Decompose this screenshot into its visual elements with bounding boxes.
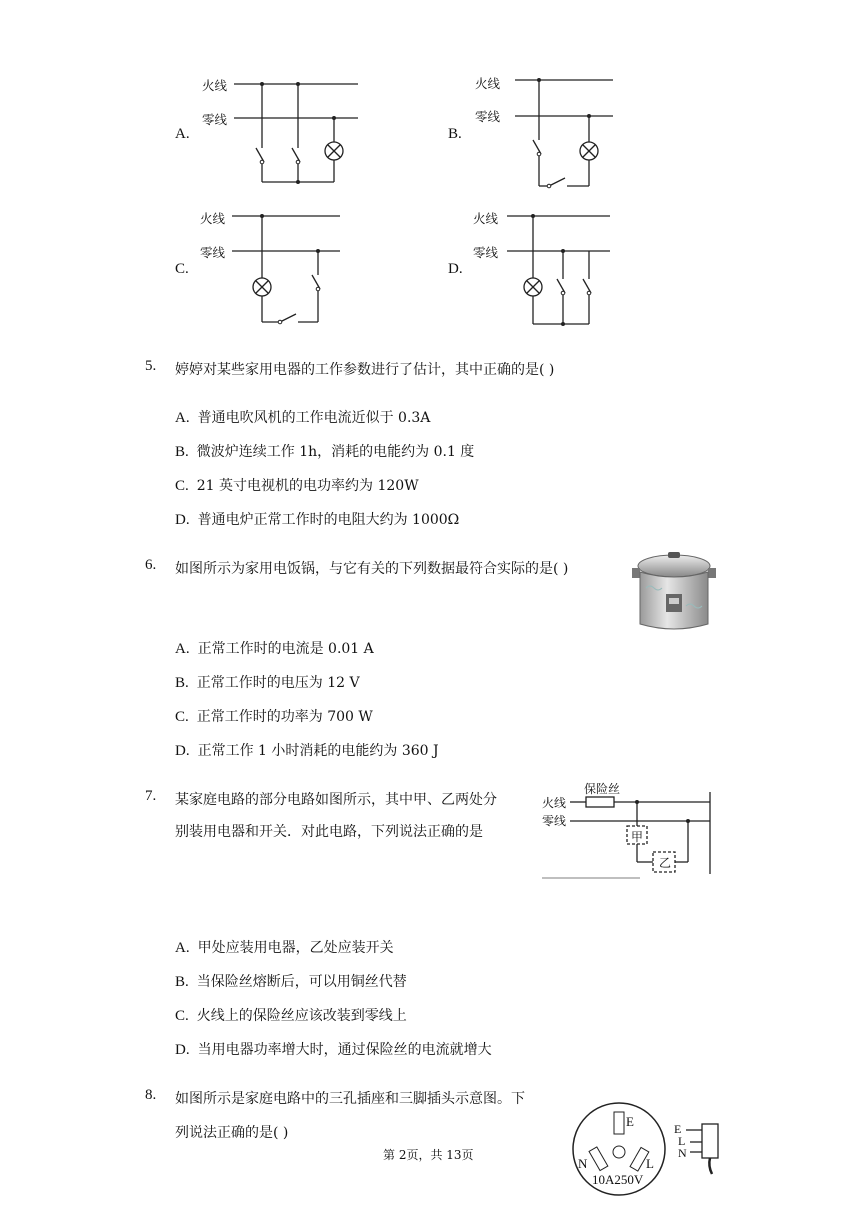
option-label: A. [175, 940, 190, 956]
option-label: D. [175, 1042, 190, 1058]
option-label: D. [175, 743, 190, 759]
circuit-diagram-d [445, 205, 645, 330]
circuit-diagram-c [170, 205, 370, 330]
question-number: 8. [145, 1087, 157, 1103]
answer-option [175, 1039, 492, 1059]
circuit-diagram-b [445, 70, 645, 190]
question-number: 7. [145, 788, 157, 804]
option-label: A. [175, 410, 190, 426]
answer-option [175, 706, 373, 726]
circuit-option-a [170, 70, 370, 190]
answer-option [175, 638, 374, 658]
question-stem-line: 某家庭电路的部分电路如图所示，其中甲、乙两处分 [175, 792, 497, 808]
option-text: 当保险丝熔断后，可以用铜丝代替 [196, 974, 407, 990]
answer-option [175, 475, 419, 495]
question-number: 5. [145, 358, 157, 374]
answer-option [175, 441, 474, 461]
option-label: B. [175, 974, 189, 990]
answer-option [175, 672, 360, 692]
plug-neutral-label: N [678, 1146, 687, 1160]
question-stem: 婷婷对某些家用电器的工作参数进行了估计，其中正确的是( ) [175, 362, 555, 378]
option-text: 正常工作时的电流是 0.01 A [197, 641, 374, 657]
question-stem-line: 列说法正确的是( ) [175, 1125, 289, 1141]
circuit-option-c [170, 205, 370, 330]
live-wire-label: 火线 [542, 796, 567, 810]
live-wire-label: 火线 [200, 211, 226, 226]
option-label: C. [175, 478, 189, 494]
three-pin-plug-drawing [672, 1118, 722, 1178]
question-number: 6. [145, 557, 157, 573]
neutral-wire-label: 零线 [202, 112, 228, 127]
option-label: C. [175, 709, 189, 725]
plug-earth-label: E [674, 1122, 682, 1136]
option-label: D. [448, 261, 463, 277]
household-circuit-figure [540, 778, 720, 883]
option-label: C. [175, 261, 189, 277]
answer-option [175, 509, 459, 529]
live-wire-label: 火线 [475, 76, 501, 91]
option-text: 火线上的保险丝应该改装到零线上 [196, 1008, 407, 1024]
yi-label: 乙 [659, 856, 672, 870]
live-wire-label: 火线 [473, 211, 499, 226]
question-stem: 如图所示为家用电饭锅，与它有关的下列数据最符合实际的是( ) [175, 561, 569, 577]
rice-cooker-image [628, 548, 720, 636]
answer-option [175, 407, 430, 427]
answer-option [175, 937, 394, 957]
option-label: B. [448, 126, 462, 142]
option-text: 普通电吹风机的工作电流近似于 0.3A [197, 410, 431, 426]
option-text: 甲处应装用电器，乙处应装开关 [197, 940, 394, 956]
question-stem-line: 别装用电器和开关．对此电路，下列说法正确的是 [175, 824, 483, 840]
live-wire-label: 火线 [202, 78, 228, 93]
neutral-label: N [578, 1156, 588, 1171]
rating-label: 10A250V [592, 1172, 644, 1187]
earth-label: E [626, 1114, 634, 1129]
option-text: 普通电炉正常工作时的电阻大约为 1000Ω [197, 512, 460, 528]
page-footer: 第 2页，共 13页 [383, 1148, 474, 1162]
option-text: 正常工作时的功率为 700 W [196, 709, 373, 725]
option-label: B. [175, 444, 189, 460]
option-label: A. [175, 126, 190, 142]
fuse-label: 保险丝 [584, 782, 621, 796]
live-label: L [646, 1156, 654, 1171]
option-label: D. [175, 512, 190, 528]
option-text: 微波炉连续工作 1h，消耗的电能约为 0.1 度 [196, 444, 475, 460]
circuit-option-b [445, 70, 645, 190]
neutral-wire-label: 零线 [200, 245, 226, 260]
neutral-wire-label: 零线 [473, 245, 499, 260]
plug-live-label: L [678, 1134, 686, 1148]
answer-option [175, 740, 439, 760]
option-label: A. [175, 641, 190, 657]
option-text: 当用电器功率增大时，通过保险丝的电流就增大 [197, 1042, 492, 1058]
plug-figure [672, 1118, 722, 1178]
option-text: 21 英寸电视机的电功率约为 120W [196, 478, 419, 494]
answer-option [175, 1005, 407, 1025]
circuit-option-d [445, 205, 645, 330]
question-stem-line: 如图所示是家庭电路中的三孔插座和三脚插头示意图。下 [175, 1091, 525, 1107]
circuit-diagram-a [170, 70, 370, 190]
household-circuit-diagram [540, 778, 720, 883]
answer-option [175, 971, 407, 991]
option-label: B. [175, 675, 189, 691]
neutral-wire-label: 零线 [475, 109, 501, 124]
jia-label: 甲 [631, 830, 644, 844]
option-label: C. [175, 1008, 189, 1024]
socket-figure [570, 1100, 668, 1198]
option-text: 正常工作时的电压为 12 V [196, 675, 360, 691]
neutral-wire-label: 零线 [542, 814, 567, 828]
option-text: 正常工作 1 小时消耗的电能约为 360 J [197, 743, 439, 759]
